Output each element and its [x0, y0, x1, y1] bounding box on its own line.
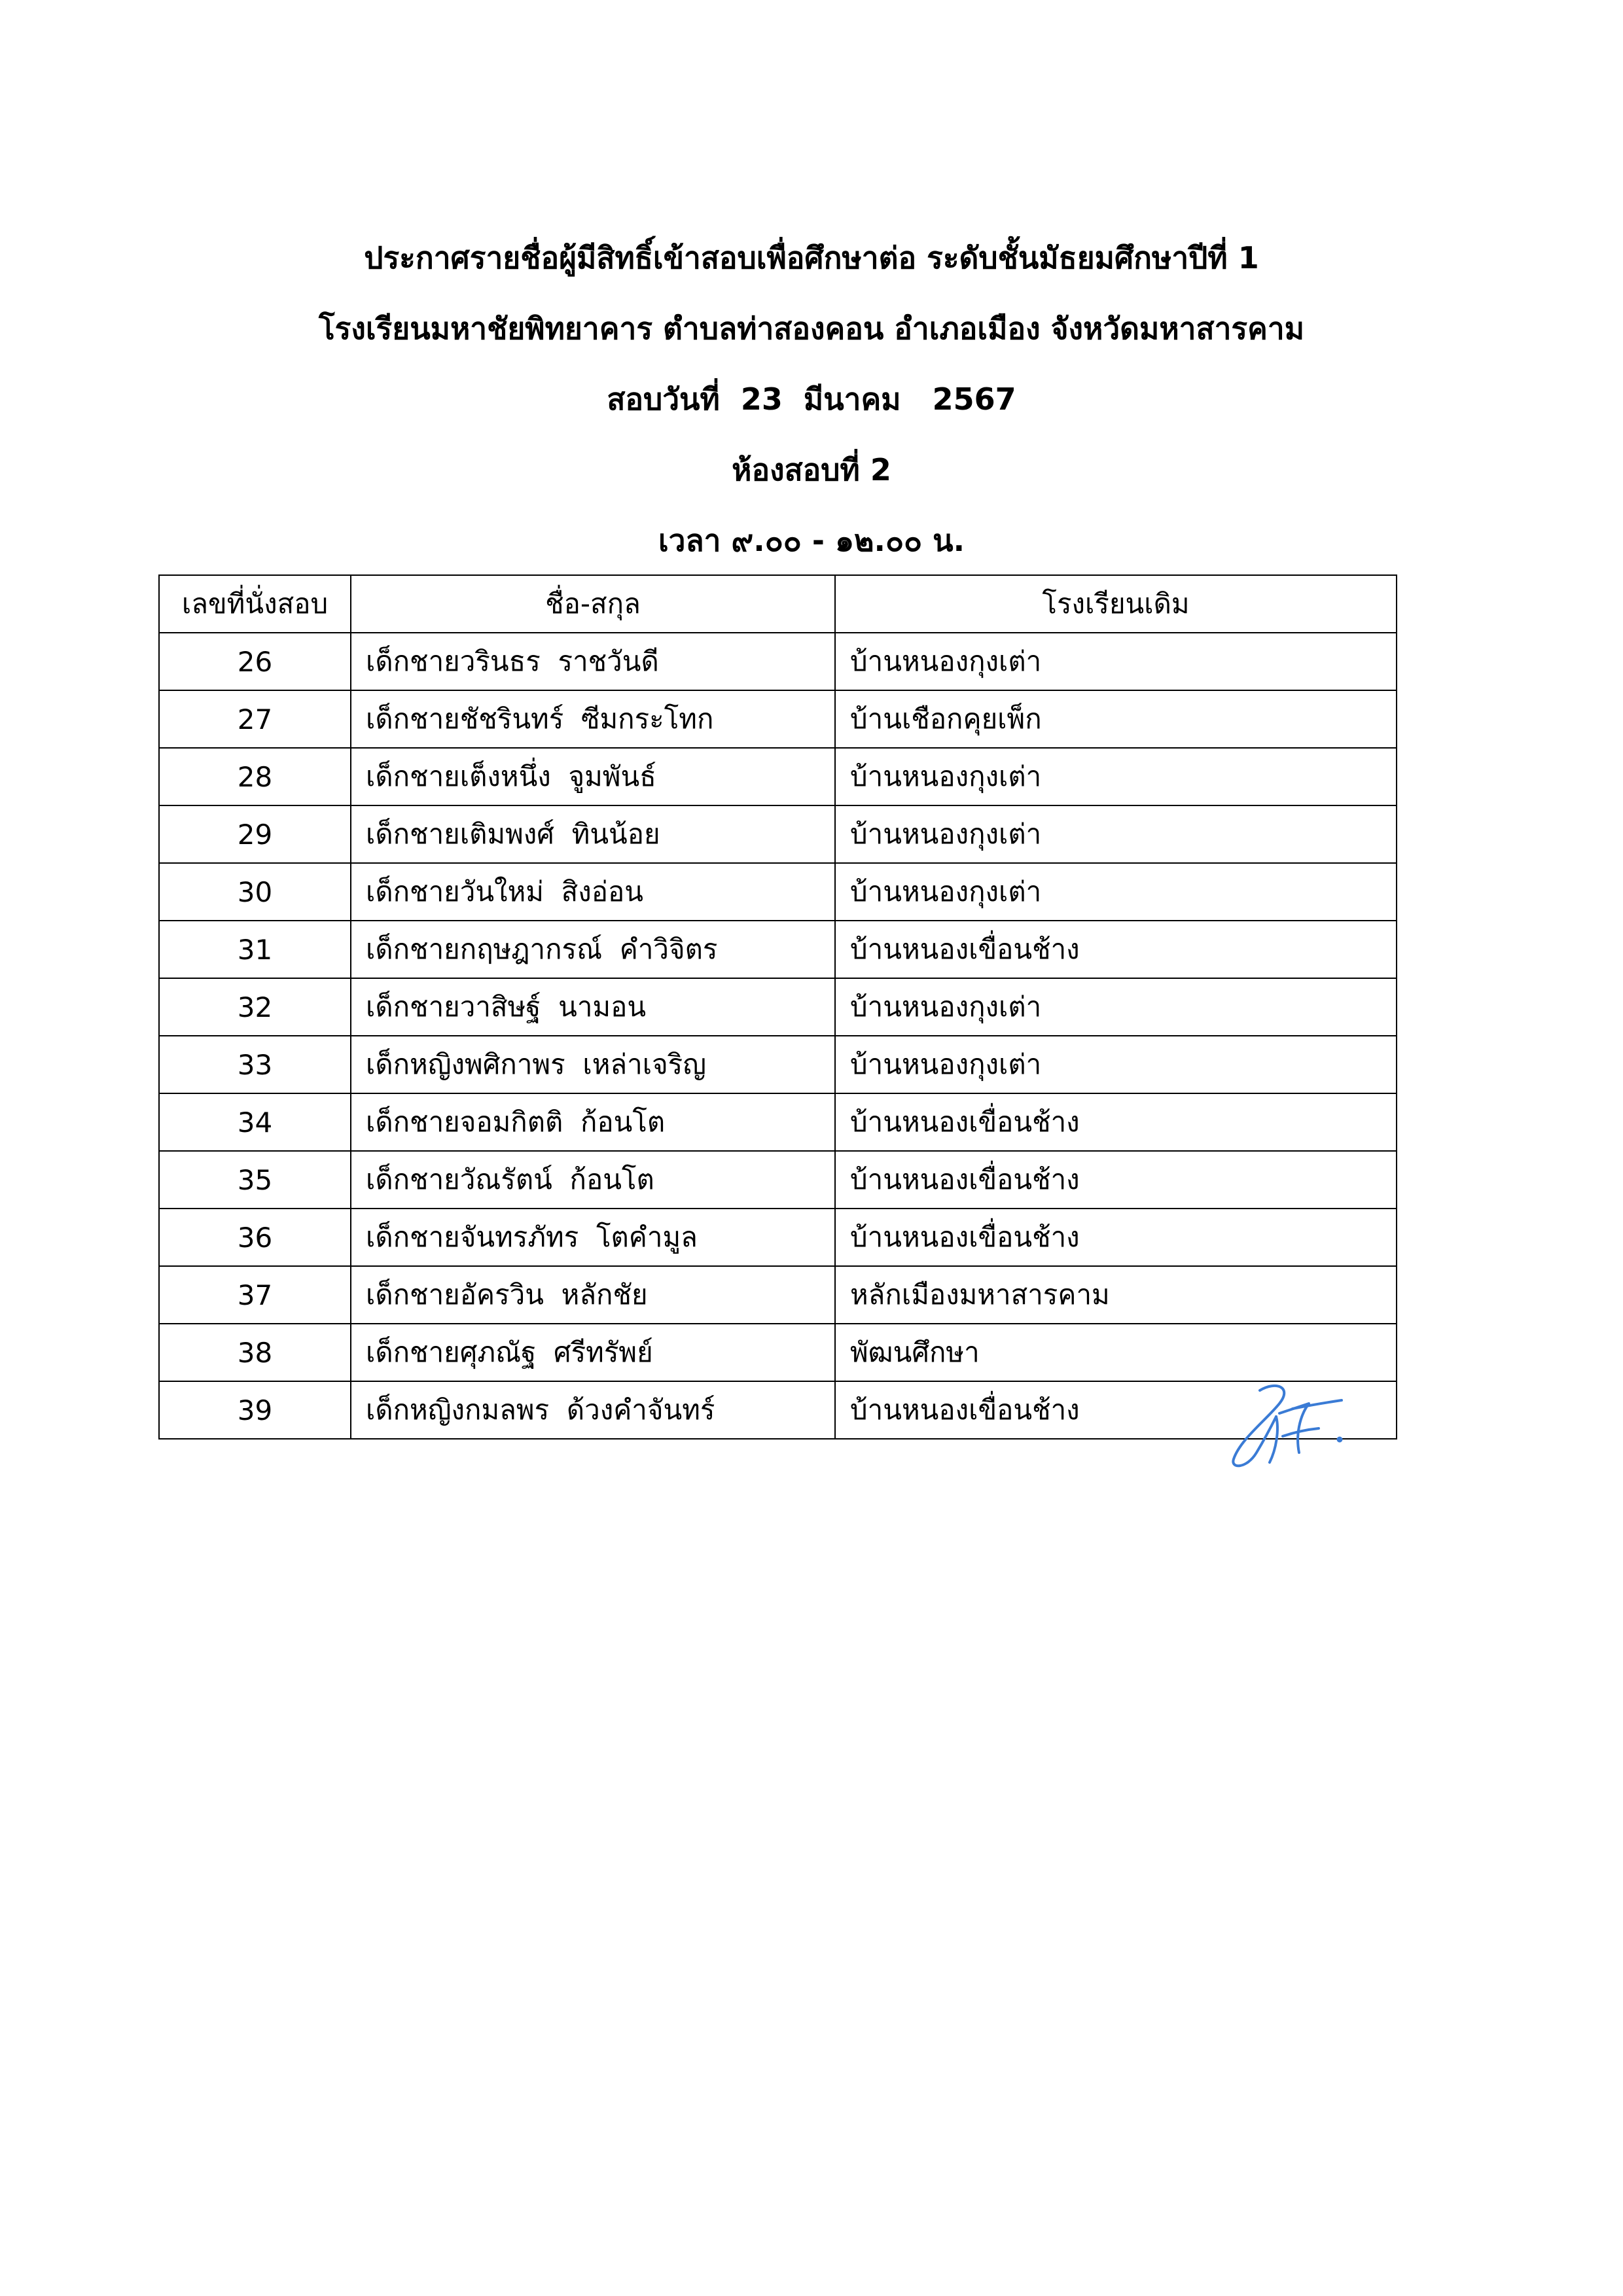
table-row	[159, 690, 1397, 748]
handwritten-signature	[1214, 1377, 1351, 1475]
column-header-seat: เลขที่นั่งสอบ	[159, 575, 351, 633]
seat-number: 36	[159, 1209, 351, 1266]
table-row	[159, 978, 1397, 1036]
student-name: เด็กหญิงพศิกาพร เหล่าเจริญ	[351, 1036, 835, 1093]
exam-date: สอบวันที่ 23 มีนาคม 2567	[607, 381, 1016, 417]
column-header-name: ชื่อ-สกุล	[351, 575, 835, 633]
seat-number: 33	[159, 1036, 351, 1093]
student-name: เด็กชายวาสิษฐ์ นามอน	[351, 978, 835, 1036]
student-name: เด็กชายชัชรินทร์ ซีมกระโทก	[351, 690, 835, 748]
table-row	[159, 1151, 1397, 1209]
previous-school: บ้านหนองกุงเต่า	[835, 978, 1397, 1036]
table-row	[159, 1381, 1397, 1439]
table-row	[159, 1036, 1397, 1093]
table-header-row	[159, 575, 1397, 633]
exam-room: ห้องสอบที่ 2	[732, 452, 891, 487]
seat-number: 26	[159, 633, 351, 690]
previous-school: บ้านหนองกุงเต่า	[835, 805, 1397, 863]
student-roster-table	[158, 574, 1397, 1439]
announcement-title: ประกาศรายชื่อผู้มีสิทธิ์เข้าสอบเพื่อศึกษาต่อ ระดับชั้นมัธยมศึกษาปีที่ 1	[364, 240, 1259, 275]
previous-school: บ้านหนองกุงเต่า	[835, 633, 1397, 690]
student-name: เด็กหญิงกมลพร ด้วงคำจันทร์	[351, 1381, 835, 1439]
seat-number: 29	[159, 805, 351, 863]
table-row	[159, 921, 1397, 978]
table-row	[159, 748, 1397, 805]
previous-school: บ้านหนองเขื่อนช้าง	[835, 1381, 1397, 1439]
seat-number: 34	[159, 1093, 351, 1151]
seat-number: 28	[159, 748, 351, 805]
table-row	[159, 1209, 1397, 1266]
table-row	[159, 1266, 1397, 1324]
seat-number: 38	[159, 1324, 351, 1381]
column-header-school: โรงเรียนเดิม	[835, 575, 1397, 633]
seat-number: 35	[159, 1151, 351, 1209]
seat-number: 30	[159, 863, 351, 921]
previous-school: บ้านหนองกุงเต่า	[835, 863, 1397, 921]
table-row	[159, 863, 1397, 921]
student-name: เด็กชายเติมพงศ์ ทินน้อย	[351, 805, 835, 863]
student-name: เด็กชายจันทรภัทร โตคำมูล	[351, 1209, 835, 1266]
seat-number: 37	[159, 1266, 351, 1324]
student-name: เด็กชายวันใหม่ สิงอ่อน	[351, 863, 835, 921]
table-row	[159, 1324, 1397, 1381]
seat-number: 32	[159, 978, 351, 1036]
student-name: เด็กชายเต็งหนึ่ง จูมพันธ์	[351, 748, 835, 805]
seat-number: 31	[159, 921, 351, 978]
student-name: เด็กชายกฤษฎากรณ์ คำวิจิตร	[351, 921, 835, 978]
seat-number: 39	[159, 1381, 351, 1439]
table-row	[159, 805, 1397, 863]
exam-time: เวลา ๙.๐๐ - ๑๒.๐๐ น.	[658, 523, 965, 558]
previous-school: บ้านหนองเขื่อนช้าง	[835, 921, 1397, 978]
previous-school: พัฒนศึกษา	[835, 1324, 1397, 1381]
announcement-header	[0, 222, 1623, 576]
student-name: เด็กชายอัครวิน หลักชัย	[351, 1266, 835, 1324]
table-row	[159, 1093, 1397, 1151]
seat-number: 27	[159, 690, 351, 748]
student-name: เด็กชายจอมกิตติ ก้อนโต	[351, 1093, 835, 1151]
previous-school: หลักเมืองมหาสารคาม	[835, 1266, 1397, 1324]
student-name: เด็กชายวัณรัตน์ ก้อนโต	[351, 1151, 835, 1209]
previous-school: บ้านหนองเขื่อนช้าง	[835, 1209, 1397, 1266]
previous-school: บ้านหนองกุงเต่า	[835, 748, 1397, 805]
student-name: เด็กชายวรินธร ราชวันดี	[351, 633, 835, 690]
previous-school: บ้านเชือกคุยเพ็ก	[835, 690, 1397, 748]
previous-school: บ้านหนองกุงเต่า	[835, 1036, 1397, 1093]
table-row	[159, 633, 1397, 690]
previous-school: บ้านหนองเขื่อนช้าง	[835, 1151, 1397, 1209]
school-address: โรงเรียนมหาชัยพิทยาคาร ตำบลท่าสองคอน อำเภอเมือง จังหวัดมหาสารคาม	[318, 311, 1305, 346]
previous-school: บ้านหนองเขื่อนช้าง	[835, 1093, 1397, 1151]
student-name: เด็กชายศุภณัฐ ศรีทรัพย์	[351, 1324, 835, 1381]
